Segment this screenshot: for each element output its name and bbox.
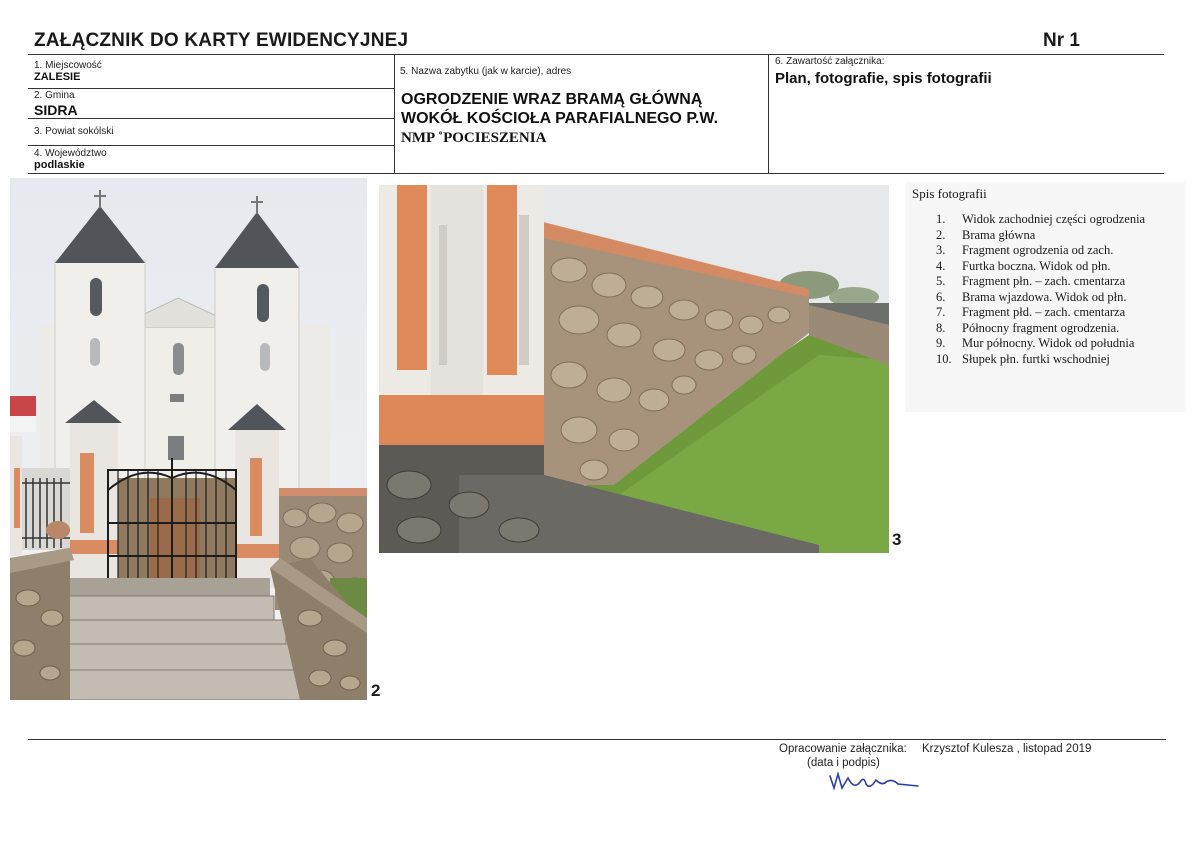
- photo-list-item-text: Mur północny. Widok od południa: [962, 336, 1135, 350]
- document-title: ZAŁĄCZNIK DO KARTY EWIDENCYJNEJ: [34, 30, 409, 51]
- photo-list-item-number: 4.: [936, 258, 946, 273]
- photo-list: [936, 212, 1145, 367]
- photo-list-item: [936, 212, 1145, 228]
- form-top-rule: [28, 54, 1164, 55]
- miejscowosc-value: ZALESIE: [34, 71, 81, 83]
- zawartosc-label: 6. Zawartość załącznika:: [775, 56, 885, 67]
- photo-list-item-text: Brama główna: [962, 227, 1036, 242]
- gmina-value: SIDRA: [34, 102, 78, 118]
- photo-wall-fragment: [379, 185, 889, 553]
- photo-list-item: [936, 336, 1145, 352]
- photo-list-item-number: 7.: [936, 305, 946, 319]
- gmina-label: 2. Gmina: [34, 90, 75, 101]
- author-date: Krzysztof Kulesza , listopad 2019: [922, 743, 1092, 755]
- wojewodztwo-value: podlaskie: [34, 159, 85, 171]
- photo-list-item-number: 2.: [936, 227, 946, 242]
- photo-list-item: [936, 321, 1145, 337]
- photo-church-gate: [10, 178, 367, 700]
- form-column-rule: [768, 54, 769, 173]
- photo-list-item: [936, 290, 1145, 306]
- photo-3-number: 3: [892, 530, 902, 549]
- monument-name-line3: NMP ˚POCIESZENIA: [401, 130, 547, 146]
- photo-list-item-text: Fragment płn. – zach. cmentarza: [962, 274, 1126, 288]
- form-row-rule: [28, 88, 394, 89]
- photo-list-item-number: 10.: [936, 351, 952, 366]
- attachment-number: Nr 1: [1043, 30, 1080, 51]
- photo-list-item-text: Furtka boczna. Widok od płn.: [962, 258, 1111, 273]
- prepared-label: Opracowanie załącznika:: [779, 743, 907, 755]
- photo-list-title: Spis fotografii: [912, 186, 987, 201]
- photo-list-item-text: Fragment ogrodzenia od zach.: [962, 243, 1114, 257]
- photo-list-item-number: 5.: [936, 274, 946, 288]
- photo-list-item: [936, 228, 1145, 244]
- form-row-rule: [28, 145, 394, 146]
- photo-list-item-text: Brama wjazdowa. Widok od płn.: [962, 289, 1127, 304]
- photo-list-item: [936, 274, 1145, 290]
- monument-name-line2: WOKÓŁ KOŚCIOŁA PARAFIALNEGO P.W.: [401, 110, 719, 127]
- photo-list-item-text: Słupek płn. furtki wschodniej: [962, 351, 1110, 366]
- zawartosc-value: Plan, fotografie, spis fotografii: [775, 70, 992, 87]
- photo-list-item-number: 3.: [936, 243, 946, 257]
- photo-list-item-number: 8.: [936, 320, 946, 335]
- wojewodztwo-label: 4. Województwo: [34, 148, 107, 159]
- miejscowosc-label: 1. Miejscowość: [34, 60, 102, 71]
- photo-list-item-number: 6.: [936, 289, 946, 304]
- photo-list-item-number: 9.: [936, 336, 946, 350]
- monument-name-line1: OGRODZENIE WRAZ BRAMĄ GŁÓWNĄ: [401, 91, 703, 108]
- sign-label: (data i podpis): [807, 757, 880, 769]
- powiat-label: 3. Powiat sokólski: [34, 126, 114, 137]
- photo-list-item-text: Fragment płd. – zach. cmentarza: [962, 305, 1126, 319]
- photo-list-item: [936, 243, 1145, 259]
- photo-2-number: 2: [371, 681, 381, 700]
- form-bottom-rule: [28, 173, 1164, 174]
- photo-list-item-number: 1.: [936, 212, 946, 226]
- photo-list-item-text: Widok zachodniej części ogrodzenia: [962, 212, 1146, 226]
- photo-list-item: [936, 305, 1145, 321]
- nazwa-label: 5. Nazwa zabytku (jak w karcie), adres: [400, 66, 572, 77]
- photo-list-item: [936, 259, 1145, 275]
- photo-list-item: [936, 352, 1145, 368]
- handwritten-signature: [826, 768, 926, 799]
- form-row-rule: [28, 118, 394, 119]
- form-column-rule: [394, 54, 395, 173]
- footer-rule: [28, 739, 1166, 740]
- photo-list-item-text: Północny fragment ogrodzenia.: [962, 320, 1120, 335]
